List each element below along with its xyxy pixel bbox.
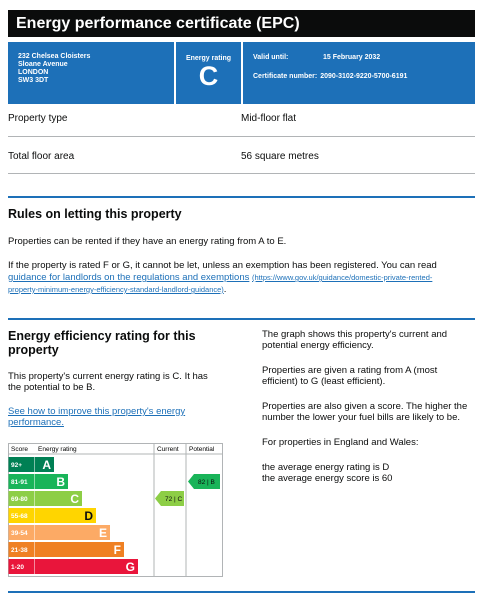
score-range-f: 21-38	[11, 547, 28, 554]
valid-until-value: 15 February 2032	[323, 54, 381, 61]
section-divider	[8, 591, 475, 593]
rules-paragraph: Properties can be rented if they have an energy rating from A to E.	[8, 236, 287, 247]
explanation-line: efficient) to G (least efficient).	[262, 376, 386, 387]
score-header: Score	[11, 446, 28, 453]
rating-letter-c: C	[70, 492, 79, 506]
score-range-a: 92+	[11, 462, 23, 469]
explanation-line: Properties are also given a score. The higher the	[262, 401, 468, 412]
score-range-g: 1-20	[11, 564, 25, 571]
efficiency-heading	[8, 329, 238, 357]
improve-link-line[interactable]: performance.	[8, 417, 64, 428]
explanation-line: The graph shows this property's current and	[262, 329, 448, 340]
average-info	[262, 462, 477, 484]
efficiency-description-line: the potential to be B.	[8, 382, 96, 393]
guidance-link-line	[8, 272, 478, 283]
rating-letter-g: G	[125, 560, 135, 574]
efficiency-description-line: This property's current energy rating is C. It has	[8, 371, 208, 382]
address-line: Sloane Avenue	[18, 61, 68, 68]
address-line: LONDON	[18, 69, 49, 76]
rating-letter-f: F	[113, 543, 121, 557]
period: .	[223, 284, 227, 295]
section-divider	[8, 318, 475, 320]
explanation-line: potential energy efficiency.	[262, 340, 374, 351]
floor-area-value: 56 square metres	[241, 151, 319, 162]
energy-rating-letter: C	[198, 61, 219, 91]
score-range-d: 55-68	[11, 513, 28, 520]
efficiency-heading-line: property	[8, 343, 59, 357]
graph-explanation	[262, 329, 477, 351]
rating-bar-g	[35, 559, 138, 574]
current-rating-score: 72 | C	[165, 496, 183, 503]
divider	[8, 173, 475, 174]
score-range-c: 69-80	[11, 496, 28, 503]
energy-rating-label: Energy rating	[185, 55, 232, 62]
rating-header: Energy rating	[38, 446, 77, 453]
region-note: For properties in England and Wales:	[262, 437, 419, 448]
rating-explanation	[262, 365, 477, 387]
score-range-e: 39-54	[11, 530, 28, 537]
current-header: Current	[157, 446, 179, 453]
property-type-value: Mid-floor flat	[241, 113, 297, 124]
address-line: 232 Chelsea Cloisters	[18, 53, 91, 60]
guidance-url[interactable]: property-minimum-energy-efficiency-standard-landlord-guidance)	[8, 285, 224, 294]
efficiency-description	[8, 371, 248, 393]
potential-rating-score: 82 | B	[198, 479, 215, 486]
valid-until-label: Valid until:	[253, 54, 289, 61]
rating-letter-d: D	[84, 509, 93, 523]
guidance-link[interactable]: guidance for landlords on the regulations and exemptions	[8, 272, 250, 283]
guidance-url[interactable]: (https://www.gov.uk/guidance/domestic-private-rented-	[252, 273, 433, 282]
average-score-line: the average energy score is 60	[262, 473, 393, 484]
improve-link[interactable]	[8, 406, 248, 428]
score-range-b: 81-91	[11, 479, 28, 486]
energy-rating-box	[176, 42, 241, 104]
address-line: SW3 3DT	[18, 77, 49, 84]
score-explanation	[262, 401, 477, 423]
certificate-number-value: 2090-3102-9220-5700-6191	[320, 73, 408, 80]
rating-bar-f	[35, 542, 124, 557]
guidance-url-line	[8, 284, 478, 295]
floor-area-label: Total floor area	[8, 151, 75, 162]
average-rating-line: the average energy rating is D	[262, 462, 390, 473]
potential-header: Potential	[189, 446, 215, 453]
rating-letter-b: B	[56, 475, 65, 489]
rating-letter-e: E	[98, 526, 107, 540]
property-address	[8, 42, 174, 104]
energy-rating-chart	[8, 443, 224, 578]
rules-paragraph: If the property is rated F or G, it cannot be let, unless an exemption has been registered. You can read	[8, 260, 437, 271]
divider	[8, 136, 475, 137]
explanation-line: number the lower your fuel bills are likely to be.	[262, 412, 461, 423]
section-divider	[8, 196, 475, 198]
efficiency-heading-line: Energy efficiency rating for this	[8, 329, 196, 343]
page-title: Energy performance certificate (EPC)	[8, 10, 475, 37]
certificate-details	[243, 42, 475, 104]
improve-link-line[interactable]: See how to improve this property's energy	[8, 406, 186, 417]
explanation-line: Properties are given a rating from A (most	[262, 365, 438, 376]
property-type-label: Property type	[8, 113, 68, 124]
rating-letter-a: A	[42, 458, 51, 472]
rules-heading: Rules on letting this property	[8, 207, 182, 221]
certificate-number-label: Certificate number:	[253, 73, 318, 80]
